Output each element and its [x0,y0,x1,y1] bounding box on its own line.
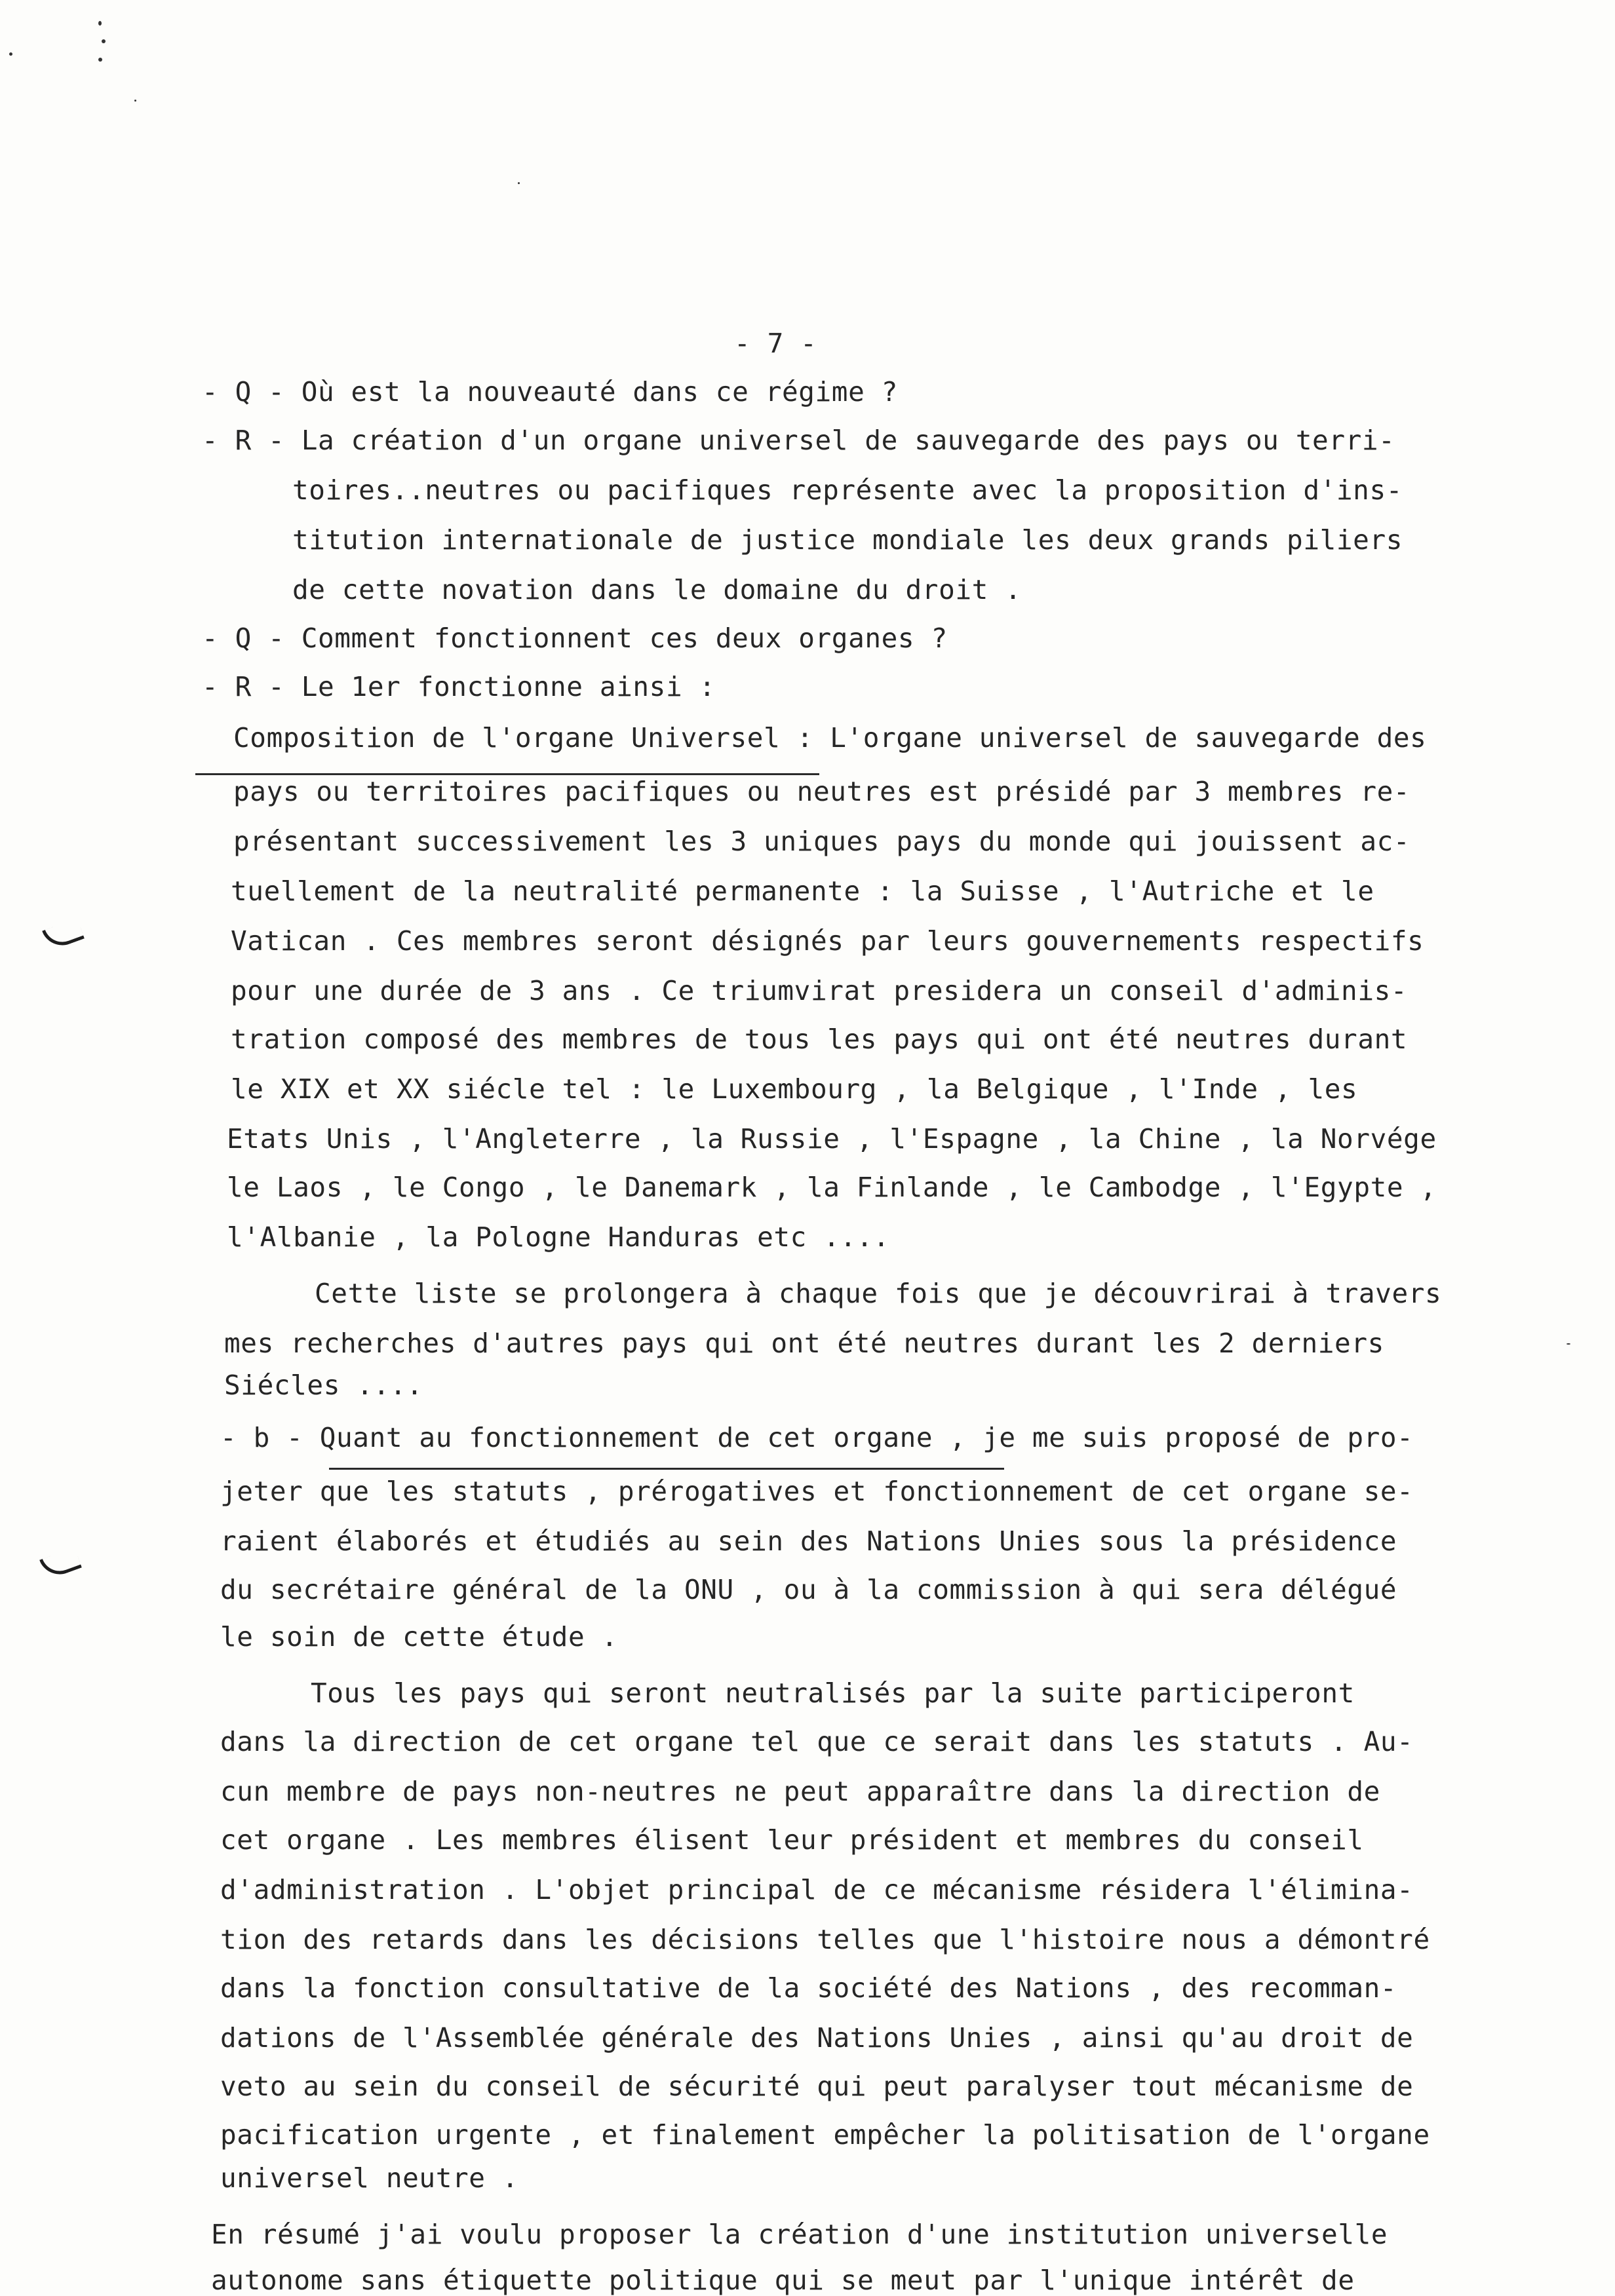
text-line: pour une durée de 3 ans . Ce triumvirat presidera un conseil d'adminis- [231,975,1408,1006]
text-line: d'administration . L'objet principal de ce mécanisme résidera l'élimina- [220,1874,1414,1905]
scan-speck [134,100,136,102]
text-line: - R - Le 1er fonctionne ainsi : [202,671,716,702]
text-line: cet organe . Les membres élisent leur président et membres du conseil [220,1824,1364,1856]
text-line: le soin de cette étude . [220,1621,618,1653]
margin-mark [42,918,85,951]
text-line: le Laos , le Congo , le Danemark , la Finlande , le Cambodge , l'Egypte , [227,1172,1437,1203]
text-line: - b - Quant au fonctionnement de cet organe , je me suis proposé de pro- [220,1422,1414,1453]
text-line: cun membre de pays non-neutres ne peut apparaître dans la direction de [220,1776,1380,1807]
text-line: dans la direction de cet organe tel que ce serait dans les statuts . Au- [220,1726,1414,1757]
text-line: - Q - Où est la nouveauté dans ce régime ? [202,376,898,408]
underline [195,773,819,775]
scan-speck [9,52,12,56]
text-line: tration composé des membres de tous les pays qui ont été neutres durant [231,1024,1408,1055]
text-line: du secrétaire général de la ONU , ou à la commission à qui sera délégué [220,1574,1397,1605]
text-line: présentant successivement les 3 uniques pays du monde qui jouissent ac- [233,826,1411,857]
text-line: tuellement de la neutralité permanente : la Suisse , l'Autriche et le [231,875,1374,907]
text-line: raient élaborés et étudiés au sein des Nations Unies sous la présidence [220,1525,1397,1557]
text-line: Siécles .... [224,1369,423,1401]
text-line: pays ou territoires pacifiques ou neutres est présidé par 3 membres re- [233,776,1411,807]
text-line: Vatican . Ces membres seront désignés par leurs gouvernements respectifs [231,925,1424,957]
text-line: En résumé j'ai voulu proposer la création d'une institution universelle [211,2219,1388,2250]
text-line: titution internationale de justice mondiale les deux grands piliers [292,524,1403,556]
text-line: Tous les pays qui seront neutralisés par la suite participeront [311,1677,1355,1709]
scan-speck [98,58,102,62]
text-line: Cette liste se prolongera à chaque fois que je découvrirai à travers [315,1278,1442,1309]
underline [329,1468,1004,1470]
text-line: dans la fonction consultative de la société des Nations , des recomman- [220,1972,1397,2004]
text-line: toires..neutres ou pacifiques représente avec la proposition d'ins- [292,474,1403,506]
text-line: le XIX et XX siécle tel : le Luxembourg , la Belgique , l'Inde , les [231,1073,1358,1105]
text-line: de cette novation dans le domaine du droit . [292,574,1022,605]
text-line: Etats Unis , l'Angleterre , la Russie , l'Espagne , la Chine , la Norvége [227,1123,1437,1155]
text-line: veto au sein du conseil de sécurité qui peut paralyser tout mécanisme de [220,2071,1414,2102]
text-line: pacification urgente , et finalement empêcher la politisation de l'organe [220,2119,1430,2151]
margin-mark [39,1547,82,1580]
text-line: tion des retards dans les décisions telles que l'histoire nous a démontré [220,1924,1430,1955]
text-line: l'Albanie , la Pologne Handuras etc .... [227,1221,890,1253]
text-line: mes recherches d'autres pays qui ont été neutres durant les 2 derniers [224,1328,1384,1359]
text-line: - R - La création d'un organe universel de sauvegarde des pays ou terri- [202,425,1395,456]
scan-speck [1566,1343,1570,1345]
text-line: - Q - Comment fonctionnent ces deux organes ? [202,622,948,654]
scan-speck [102,39,106,43]
text-line: Composition de l'organe Universel : L'organe universel de sauvegarde des [233,722,1427,754]
scan-speck [518,182,520,184]
page-number: - 7 - [734,328,817,359]
scan-speck [98,21,102,26]
text-line: dations de l'Assemblée générale des Nations Unies , ainsi qu'au droit de [220,2022,1414,2054]
text-line: universel neutre . [220,2162,519,2194]
text-line: jeter que les statuts , prérogatives et fonctionnement de cet organe se- [220,1476,1414,1507]
text-line: autonome sans étiquette politique qui se meut par l'unique intérêt de [211,2265,1355,2296]
